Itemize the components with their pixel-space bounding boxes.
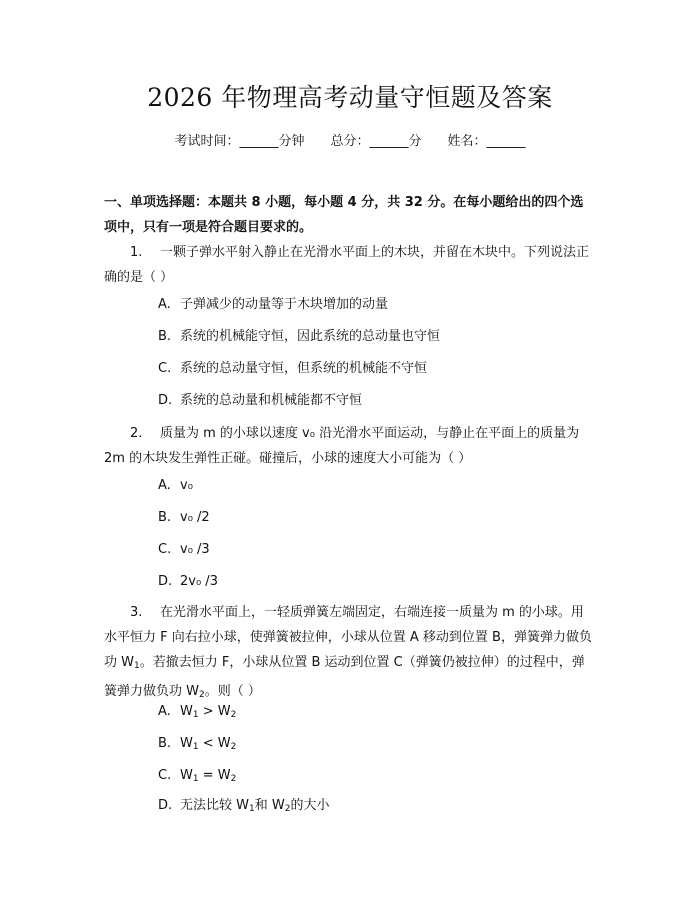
question-1-option-c [158,359,598,379]
option-text: 系统的总动量守恒，但系统的机械能不守恒 [180,361,428,376]
option-text: W [180,704,193,719]
option-text: 2v₀ /3 [180,574,218,589]
option-text: W [180,768,193,783]
option-text: > W [198,704,231,719]
question-3-option-d [158,796,598,819]
subscript: 2 [230,710,237,720]
question-2 [104,421,596,471]
student-name-field: 姓名：______ [447,134,526,149]
option-letter: D. [158,574,173,589]
exam-time-field: 考试时间：______分钟 [174,134,305,149]
question-3-option-b [158,734,598,757]
question-2-option-c [158,540,598,560]
option-text: = W [198,768,231,783]
total-score-field: 总分：______分 [330,134,422,149]
question-number: 2. [130,426,143,441]
option-letter: B. [158,510,172,525]
question-text: 质量为 m 的小球以速度 v₀ 沿光滑水平面运动，与静止在平面上的质量为 2m 的木块发生弹性正碰。碰撞后，小球的速度大小可能为（ ） [104,426,580,466]
subscript: 1 [249,804,255,814]
subscript: 1 [134,661,140,671]
question-1-option-a [158,295,598,315]
option-text: W [180,736,193,751]
question-3-option-a [158,702,598,725]
exam-meta [0,132,700,152]
option-letter: D. [158,393,173,408]
question-3 [104,600,596,708]
subscript: 1 [192,710,199,720]
question-text: 。若撤去恒力 F，小球从位置 B 运动到位置 C（弹簧仍被拉伸）的过程中，弹簧弹力做负功 W [104,655,585,699]
option-letter: C. [158,542,172,557]
question-1-option-d [158,391,598,411]
subscript: 2 [230,742,237,752]
option-letter: A. [158,297,171,312]
option-text: v₀ /3 [180,542,210,557]
question-text: 。则（ ） [204,684,261,699]
option-text: v₀ /2 [180,510,210,525]
option-text: < W [198,736,231,751]
question-1-option-b [158,327,598,347]
option-text: 的大小 [290,798,330,813]
section-heading: 一、单项选择题：本题共 8 小题，每小题 4 分，共 32 分。在每小题给出的四个选项中，只有一项是符合题目要求的。 [104,195,584,235]
option-text: 和 W [254,798,285,813]
option-text: v₀ [180,478,193,493]
subscript: 2 [284,804,291,814]
question-2-option-a [158,476,598,496]
option-letter: C. [158,361,172,376]
option-text: 子弹减少的动量等于木块增加的动量 [180,297,389,312]
question-text: 一颗子弹水平射入静止在光滑水平面上的木块，并留在木块中。下列说法正确的是（ ） [104,245,590,285]
option-letter: B. [158,329,172,344]
subscript: 2 [199,690,205,700]
question-text: 在光滑水平面上，一轻质弹簧左端固定，右端连接一质量为 m 的小球。用水平恒力 F 向右拉小球，使弹簧被拉伸，小球从位置 A 移动到位置 B，弹簧弹力做负功 W [104,605,592,670]
option-letter: B. [158,736,172,751]
option-text: 系统的机械能守恒，因此系统的总动量也守恒 [180,329,441,344]
option-letter: C. [158,768,172,783]
subscript: 1 [192,742,199,752]
option-letter: A. [158,704,171,719]
question-2-option-b [158,508,598,528]
subscript: 2 [230,774,237,784]
question-2-option-d [158,572,598,592]
question-number: 3. [130,605,143,620]
page-title: 2026 年物理高考动量守恒题及答案 [147,83,553,112]
option-text: 无法比较 W [180,798,249,813]
subscript: 1 [192,774,199,784]
question-1 [104,240,596,290]
option-letter: A. [158,478,171,493]
option-text: 系统的总动量和机械能都不守恒 [180,393,363,408]
question-number: 1. [130,245,143,260]
option-letter: D. [158,798,173,813]
question-3-option-c [158,766,598,789]
